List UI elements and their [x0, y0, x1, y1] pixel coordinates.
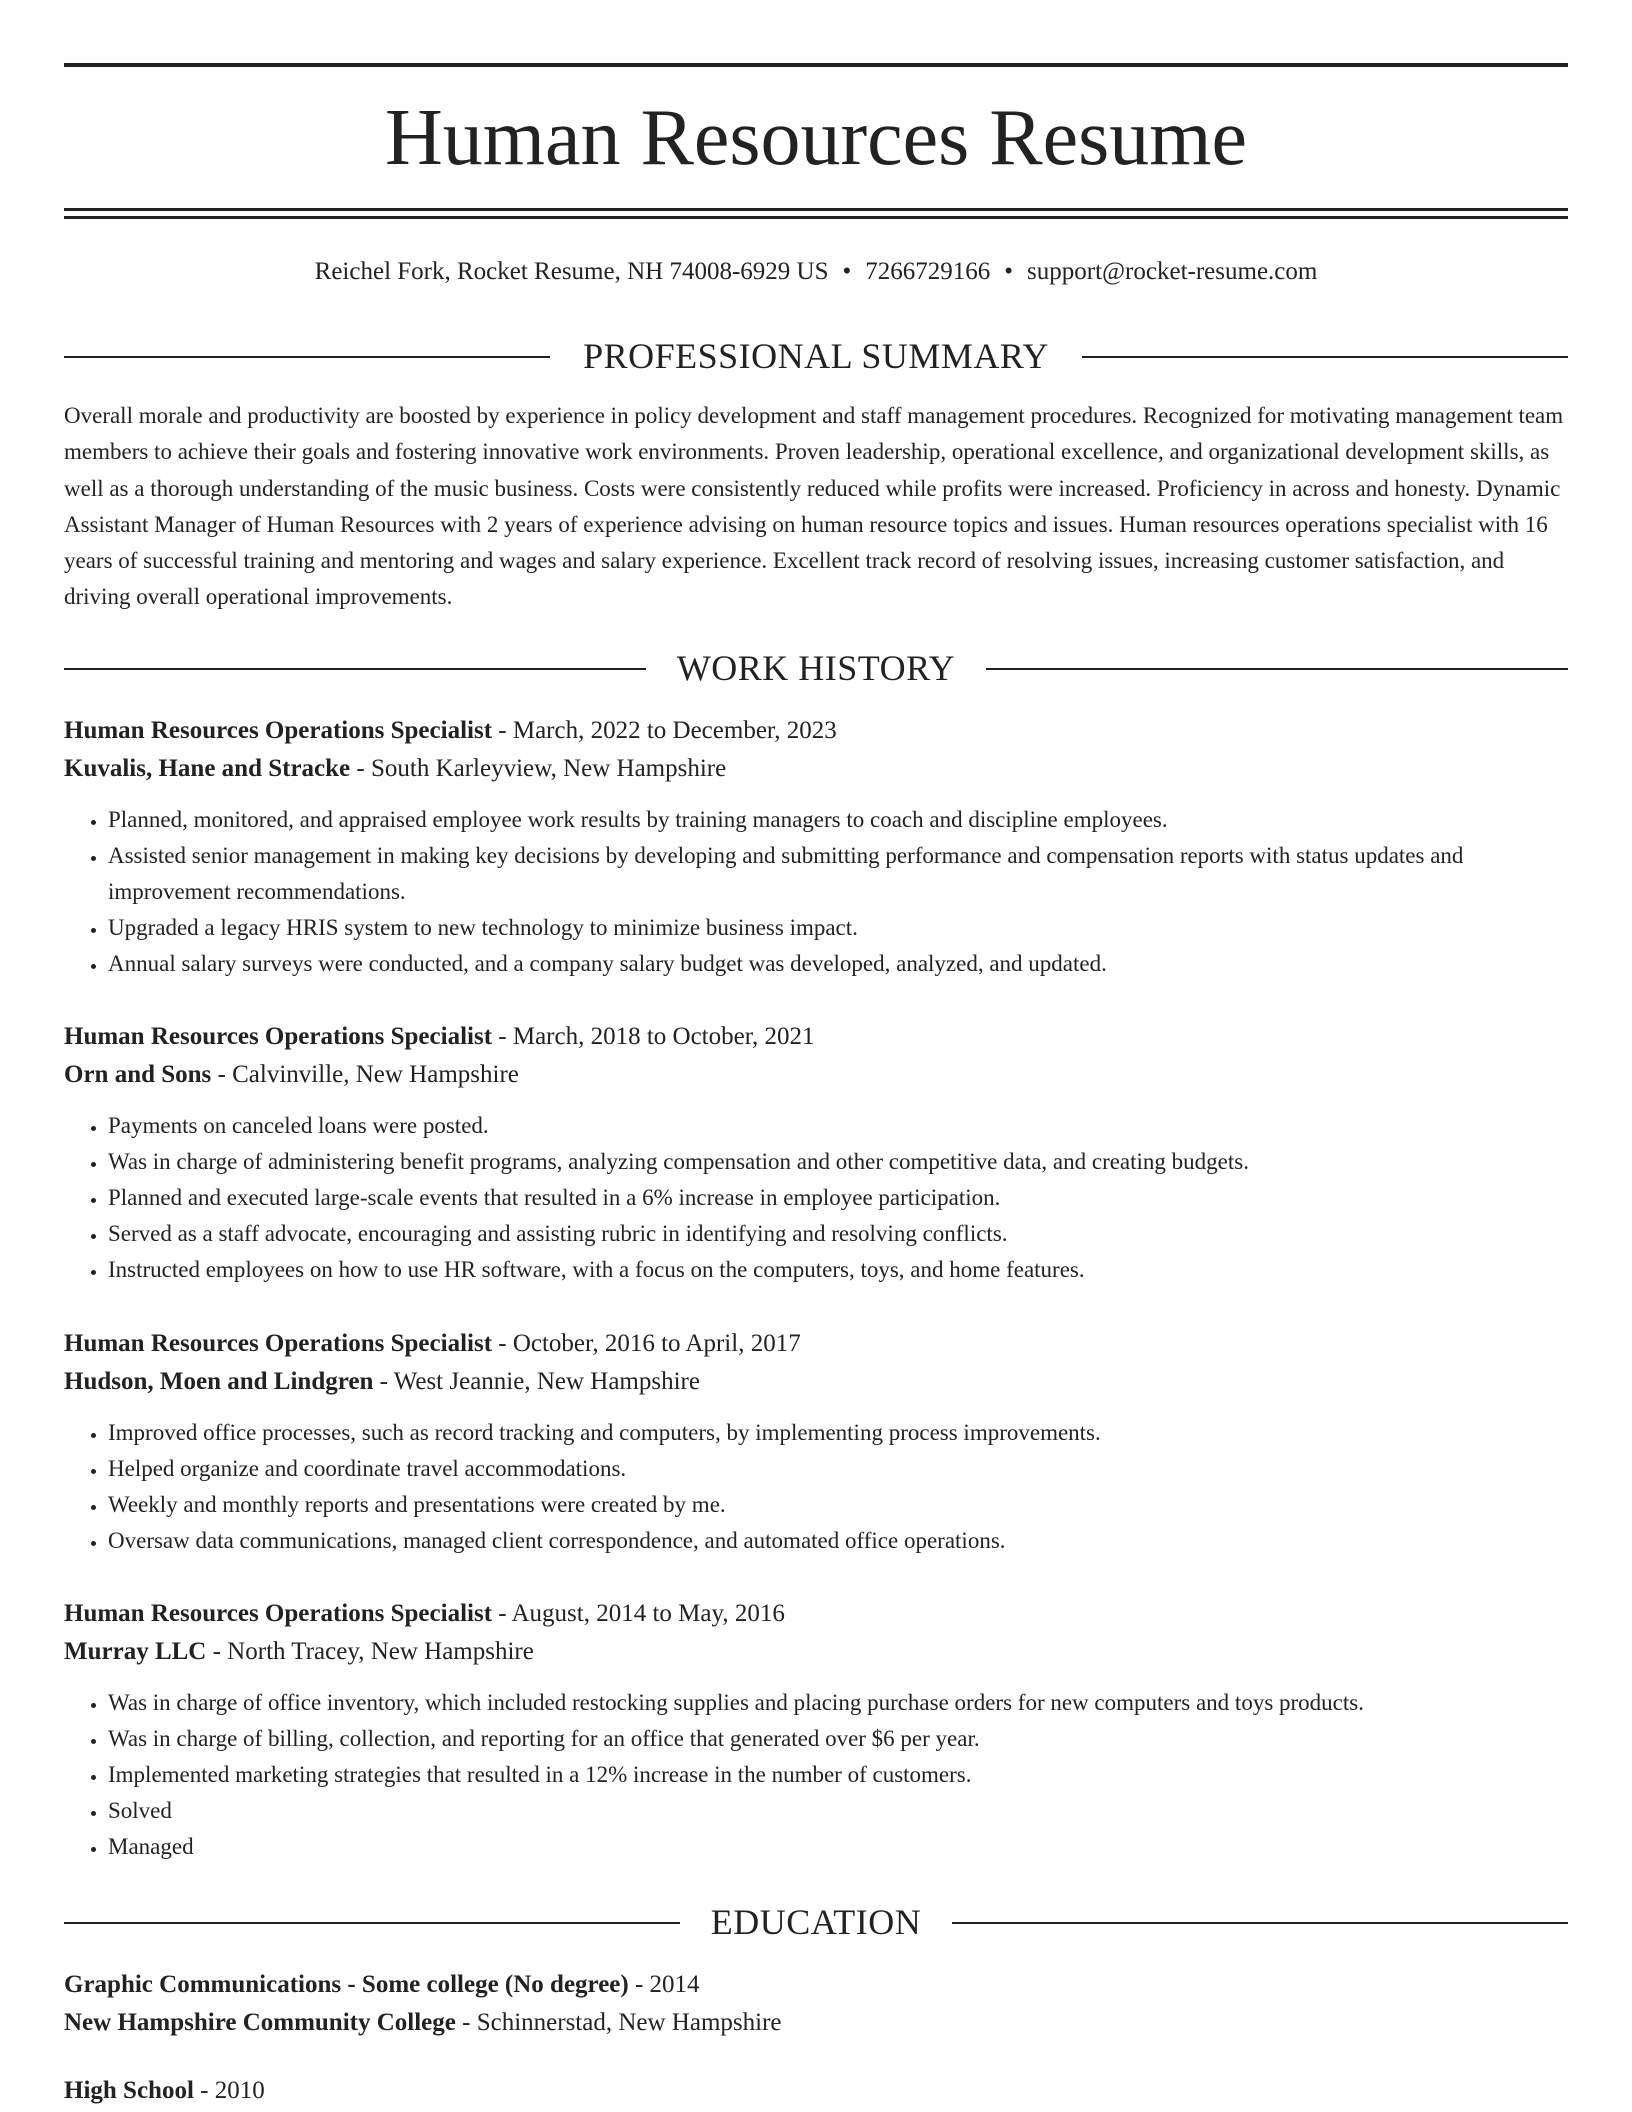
education-degree: Graphic Communications - Some college (No degree)	[64, 1971, 629, 1998]
section-title: PROFESSIONAL SUMMARY	[583, 336, 1049, 376]
section-heading-education	[64, 1900, 1568, 1944]
contact-separator: •	[842, 258, 852, 285]
job-entry	[64, 1325, 1568, 1559]
list-item: • Planned, monitored, and appraised employee work results by training managers to coach and discipline employees.	[108, 802, 1568, 838]
list-item: • Payments on canceled loans were posted.	[108, 1108, 1568, 1144]
list-item: • Oversaw data communications, managed client correspondence, and automated office operations.	[108, 1523, 1568, 1559]
list-item: • Was in charge of administering benefit programs, analyzing compensation and other competitive data, and creating budgets.	[108, 1144, 1568, 1180]
job-title-line	[64, 1595, 1568, 1633]
section-title: EDUCATION	[710, 1902, 922, 1942]
education-degree-line	[64, 2072, 1568, 2110]
job-location: - Calvinville, New Hampshire	[211, 1061, 519, 1088]
list-item: • Improved office processes, such as record tracking and computers, by implementing process improvements.	[108, 1415, 1568, 1451]
list-item: • Helped organize and coordinate travel accommodations.	[108, 1451, 1568, 1487]
job-company-line	[64, 1056, 1568, 1094]
job-title: Human Resources Operations Specialist	[64, 1600, 493, 1627]
title-double-rule-upper	[64, 208, 1568, 211]
contact-line	[64, 252, 1568, 292]
list-item: • Instructed employees on how to use HR software, with a focus on the computers, toys, and home features.	[108, 1252, 1568, 1288]
contact-phone: 7266729166	[865, 258, 991, 285]
education-year: - 2010	[193, 2077, 265, 2104]
job-title-line	[64, 712, 1568, 750]
job-company: Orn and Sons	[64, 1061, 212, 1088]
top-rule	[64, 63, 1568, 67]
job-title-line	[64, 1018, 1568, 1056]
job-company: Murray LLC	[64, 1638, 207, 1665]
list-item: • Weekly and monthly reports and presentations were created by me.	[108, 1487, 1568, 1523]
job-company-line	[64, 1363, 1568, 1401]
list-item: • Planned and executed large-scale events that resulted in a 6% increase in employee participation.	[108, 1180, 1568, 1216]
education-location: - Schinnerstad, New Hampshire	[455, 2009, 782, 2036]
job-company: Kuvalis, Hane and Stracke	[64, 755, 351, 782]
job-bullets	[64, 1685, 1568, 1865]
job-bullets	[64, 1108, 1568, 1288]
education-school: New Hampshire Community College	[64, 2009, 456, 2036]
list-item: • Served as a staff advocate, encouraging and assisting rubric in identifying and resolving conflicts.	[108, 1216, 1568, 1252]
job-location: - North Tracey, New Hampshire	[206, 1638, 534, 1665]
list-item: • Assisted senior management in making key decisions by developing and submitting performance and compensation reports with status updates and improvement recommendations.	[108, 838, 1568, 910]
job-bullets	[64, 1415, 1568, 1559]
section-title: WORK HISTORY	[676, 648, 956, 688]
job-entry	[64, 712, 1568, 982]
job-dates: - March, 2018 to October, 2021	[492, 1023, 815, 1050]
education-entry	[64, 2072, 1568, 2110]
job-location: - West Jeannie, New Hampshire	[373, 1368, 700, 1395]
job-company-line	[64, 750, 1568, 788]
contact-separator: •	[1004, 258, 1014, 285]
job-title: Human Resources Operations Specialist	[64, 1330, 493, 1357]
job-company: Hudson, Moen and Lindgren	[64, 1368, 374, 1395]
education-entry	[64, 1966, 1568, 2042]
contact-email: support@rocket-resume.com	[1027, 258, 1318, 285]
title-double-rule-lower	[64, 216, 1568, 219]
job-location: - South Karleyview, New Hampshire	[350, 755, 727, 782]
job-dates: - March, 2022 to December, 2023	[492, 717, 837, 744]
list-item: • Annual salary surveys were conducted, and a company salary budget was developed, analyzed, and updated.	[108, 946, 1568, 982]
education-school-line	[64, 2004, 1568, 2042]
list-item: • Was in charge of office inventory, which included restocking supplies and placing purchase orders for new computers and toys products.	[108, 1685, 1568, 1721]
education-year: - 2014	[628, 1971, 700, 1998]
job-company-line	[64, 1633, 1568, 1671]
education-degree: High School	[64, 2077, 194, 2104]
summary-text: Overall morale and productivity are boosted by experience in policy development and staff management procedures. Recognized for motivating management team members to achieve their goals and fostering innovative work environments. Proven leadership, operational excellence, and organizational development skills, as well as a thorough understanding of the music business. Costs were consistently reduced while profits were increased. Proficiency in across and honesty. Dynamic Assistant Manager of Human Resources with 2 years of experience advising on human resource topics and issues. Human resources operations specialist with 16 years of successful training and mentoring and wages and salary experience. Excellent track record of resolving issues, increasing customer satisfaction, and driving overall operational improvements.	[64, 403, 1564, 610]
job-dates: - August, 2014 to May, 2016	[492, 1600, 785, 1627]
section-heading-work	[64, 646, 1568, 690]
job-bullets	[64, 802, 1568, 982]
job-entry	[64, 1018, 1568, 1288]
list-item: • Upgraded a legacy HRIS system to new technology to minimize business impact.	[108, 910, 1568, 946]
contact-address: Reichel Fork, Rocket Resume, NH 74008-6929 US	[314, 258, 829, 285]
resume-title: Human Resources Resume	[384, 94, 1248, 182]
job-title: Human Resources Operations Specialist	[64, 717, 493, 744]
education-degree-line	[64, 1966, 1568, 2004]
job-dates: - October, 2016 to April, 2017	[492, 1330, 801, 1357]
section-heading-summary	[64, 334, 1568, 378]
list-item: • Implemented marketing strategies that resulted in a 12% increase in the number of customers.	[108, 1757, 1568, 1793]
list-item: • Managed	[108, 1829, 1568, 1865]
list-item: • Solved	[108, 1793, 1568, 1829]
job-title-line	[64, 1325, 1568, 1363]
job-title: Human Resources Operations Specialist	[64, 1023, 493, 1050]
list-item: • Was in charge of billing, collection, and reporting for an office that generated over $6 per year.	[108, 1721, 1568, 1757]
job-entry	[64, 1595, 1568, 1865]
